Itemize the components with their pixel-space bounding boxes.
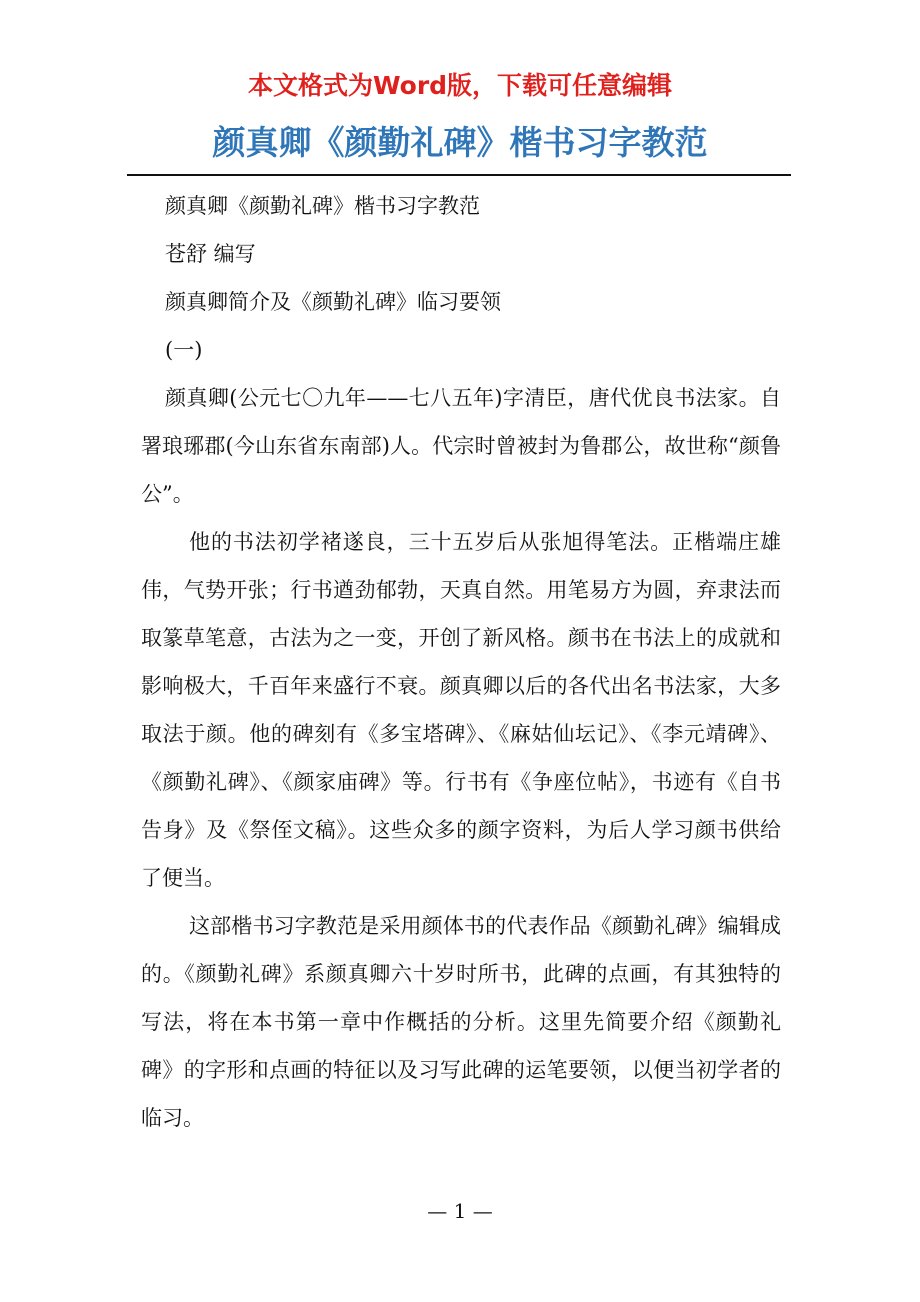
paragraph-calligraphy: 他的书法初学褚遂良，三十五岁后从张旭得笔法。正楷端庄雄伟，气势开张；行书遒劲郁勃，天真自然。用笔易方为圆，弃隶法而取篆草笔意，古法为之一变，开创了新风格。颜书在书法上的成就和影响极大，千百年来盛行不衰。颜真卿以后的各代出名书法家，大多取法于颜。他的碑刻有《多宝塔碑》、《麻姑仙坛记》、《李元靖碑》、《颜勤礼碑》、《颜家庙碑》等。行书有《争座位帖》，书迹有《自书告身》及《祭侄文稿》。这些众多的颜字资料，为后人学习颜书供给了便当。	[141, 530, 781, 890]
body-title-line: 颜真卿《颜勤礼碑》楷书习字教范	[165, 194, 480, 218]
section-heading: 颜真卿简介及《颜勤礼碑》临习要领	[165, 290, 501, 314]
header-divider	[127, 174, 791, 176]
page-number: — 1 —	[427, 1199, 493, 1223]
section-number: (一)	[165, 338, 203, 362]
paragraph-textbook: 这部楷书习字教范是采用颜体书的代表作品《颜勤礼碑》编辑成的。《颜勤礼碑》系颜真卿六十岁时所书，此碑的点画，有其独特的写法，将在本书第一章中作概括的分析。这里先简要介绍《颜勤礼碑》的字形和点画的特征以及习写此碑的运笔要领，以便当初学者的临习。	[141, 914, 781, 1130]
format-notice: 本文格式为Word版，下载可任意编辑	[247, 71, 673, 100]
document-body	[141, 182, 781, 1142]
paragraph-intro: 颜真卿(公元七〇九年——七八五年)字清臣，唐代优良书法家。自署琅琊郡(今山东省东南部)人。代宗时曾被封为鲁郡公，故世称“颜鲁公”。	[141, 386, 781, 506]
document-title: 颜真卿《颜勤礼碑》楷书习字教范	[212, 123, 708, 162]
author-line: 苍舒 编写	[165, 242, 256, 266]
